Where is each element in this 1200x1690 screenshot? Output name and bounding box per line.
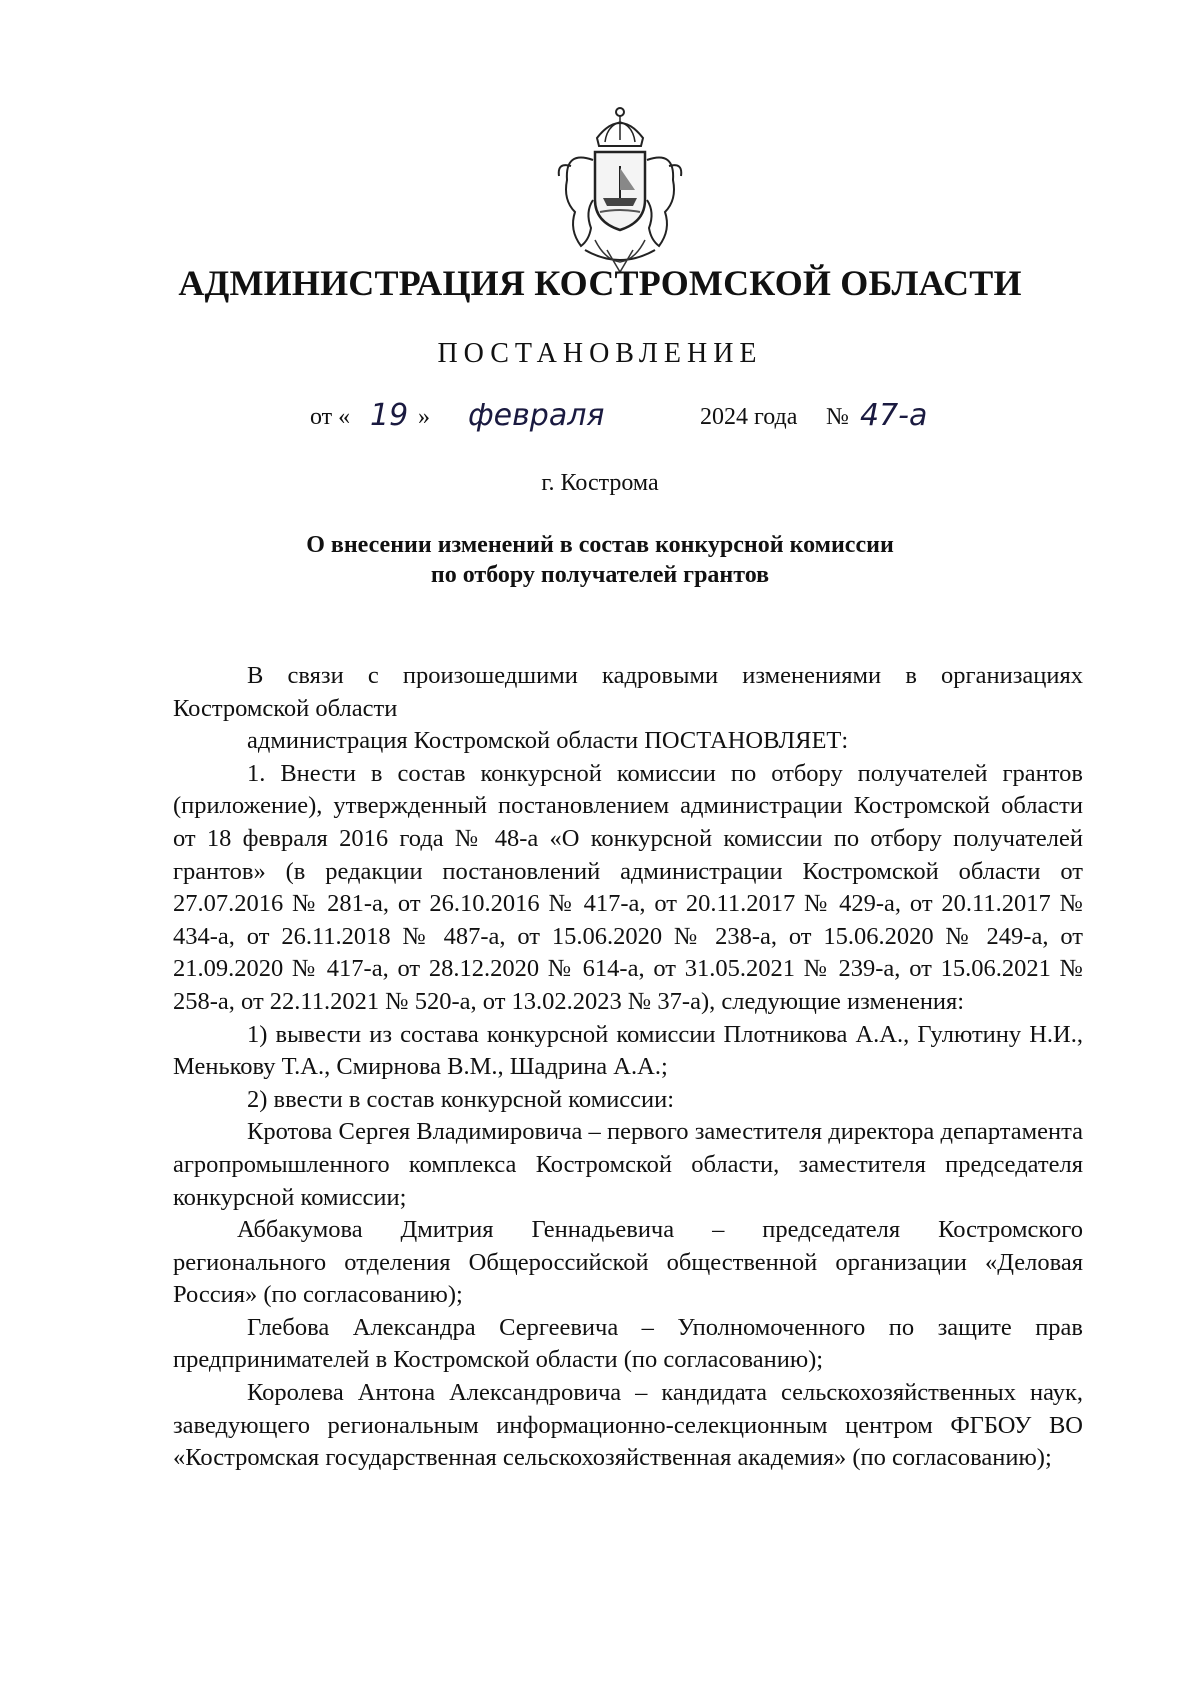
date-line [0,400,1200,444]
document-type-heading: ПОСТАНОВЛЕНИЕ [437,338,763,369]
number-sign: № [826,404,849,430]
paragraph-resolves: администрация Костромской области ПОСТАНОВЛЯЕТ: [247,727,849,755]
paragraph-member-krotov: Кротова Сергея Владимировича – первого заместителя директора департамента агропромышленного комплекса Костромской области, заместителя председателя конкурсной комиссии; [173,1118,1083,1211]
paragraph-preamble: В связи с произошедшими кадровыми изменениями в организациях Костромской области [173,662,1083,722]
date-day-handwritten: 19 [370,398,409,433]
coat-of-arms-emblem [545,100,695,280]
date-quote-close: » [418,404,430,430]
document-title-line1: О внесении изменений в состав конкурсной комиссии [306,532,894,558]
document-number-handwritten: 47-а [860,398,928,433]
date-year: 2024 года [700,404,798,430]
organization-heading: АДМИНИСТРАЦИЯ КОСТРОМСКОЙ ОБЛАСТИ [178,263,1022,303]
paragraph-item-1: 1. Внести в состав конкурсной комиссии по отбору получателей грантов (приложение), утвержденный постановлением администрации Костромской области от 18 февраля 2016 года № 48-а «О конкурсной комиссии по отбору получателей грантов» (в редакции постановлений администрации Костромской области от 27.07.2016 № 281-а, от 26.10.2016 № 417-а, от 20.11.2017 № 429-а, от 20.11.2017 № 434-а, от 26.11.2018 № 487-а, от 15.06.2020 № 238-а, от 15.06.2020 № 249-а, от 21.09.2020 № 417-а, от 28.12.2020 № 614-а, от 31.05.2021 № 239-а, от 15.06.2021 № 258-а, от 22.11.2021 № 520-а, от 13.02.2023 № 37-а), следующие изменения: [173,759,1083,1015]
date-prefix: от « [310,404,351,430]
document-body [173,660,1083,1475]
paragraph-subitem-2: 2) ввести в состав конкурсной комиссии: [247,1085,675,1113]
paragraph-member-abbakumov: Аббакумова Дмитрия Геннадьевича – председателя Костромского регионального отделения Общероссийской общественной организации «Деловая Россия» (по согласованию); [173,1216,1083,1309]
paragraph-member-korolev: Королева Антона Александровича – кандидата сельскохозяйственных наук, заведующего региональным информационно-селекционным центром ФГБОУ ВО «Костромская государственная сельскохозяйственная академия» (по согласованию); [173,1379,1083,1472]
paragraph-member-glebov: Глебова Александра Сергеевича – Уполномоченного по защите прав предпринимателей в Костромской области (по согласованию); [173,1313,1083,1374]
document-title [0,530,1200,590]
city-label: г. Кострома [541,470,659,496]
paragraph-subitem-1: 1) вывести из состава конкурсной комиссии Плотникова А.А., Гулютину Н.И., Менькову Т.А., Смирнова В.М., Шадрина А.А.; [173,1020,1083,1081]
document-title-line2: по отбору получателей грантов [430,562,770,588]
date-month-handwritten: февраля [468,398,605,433]
